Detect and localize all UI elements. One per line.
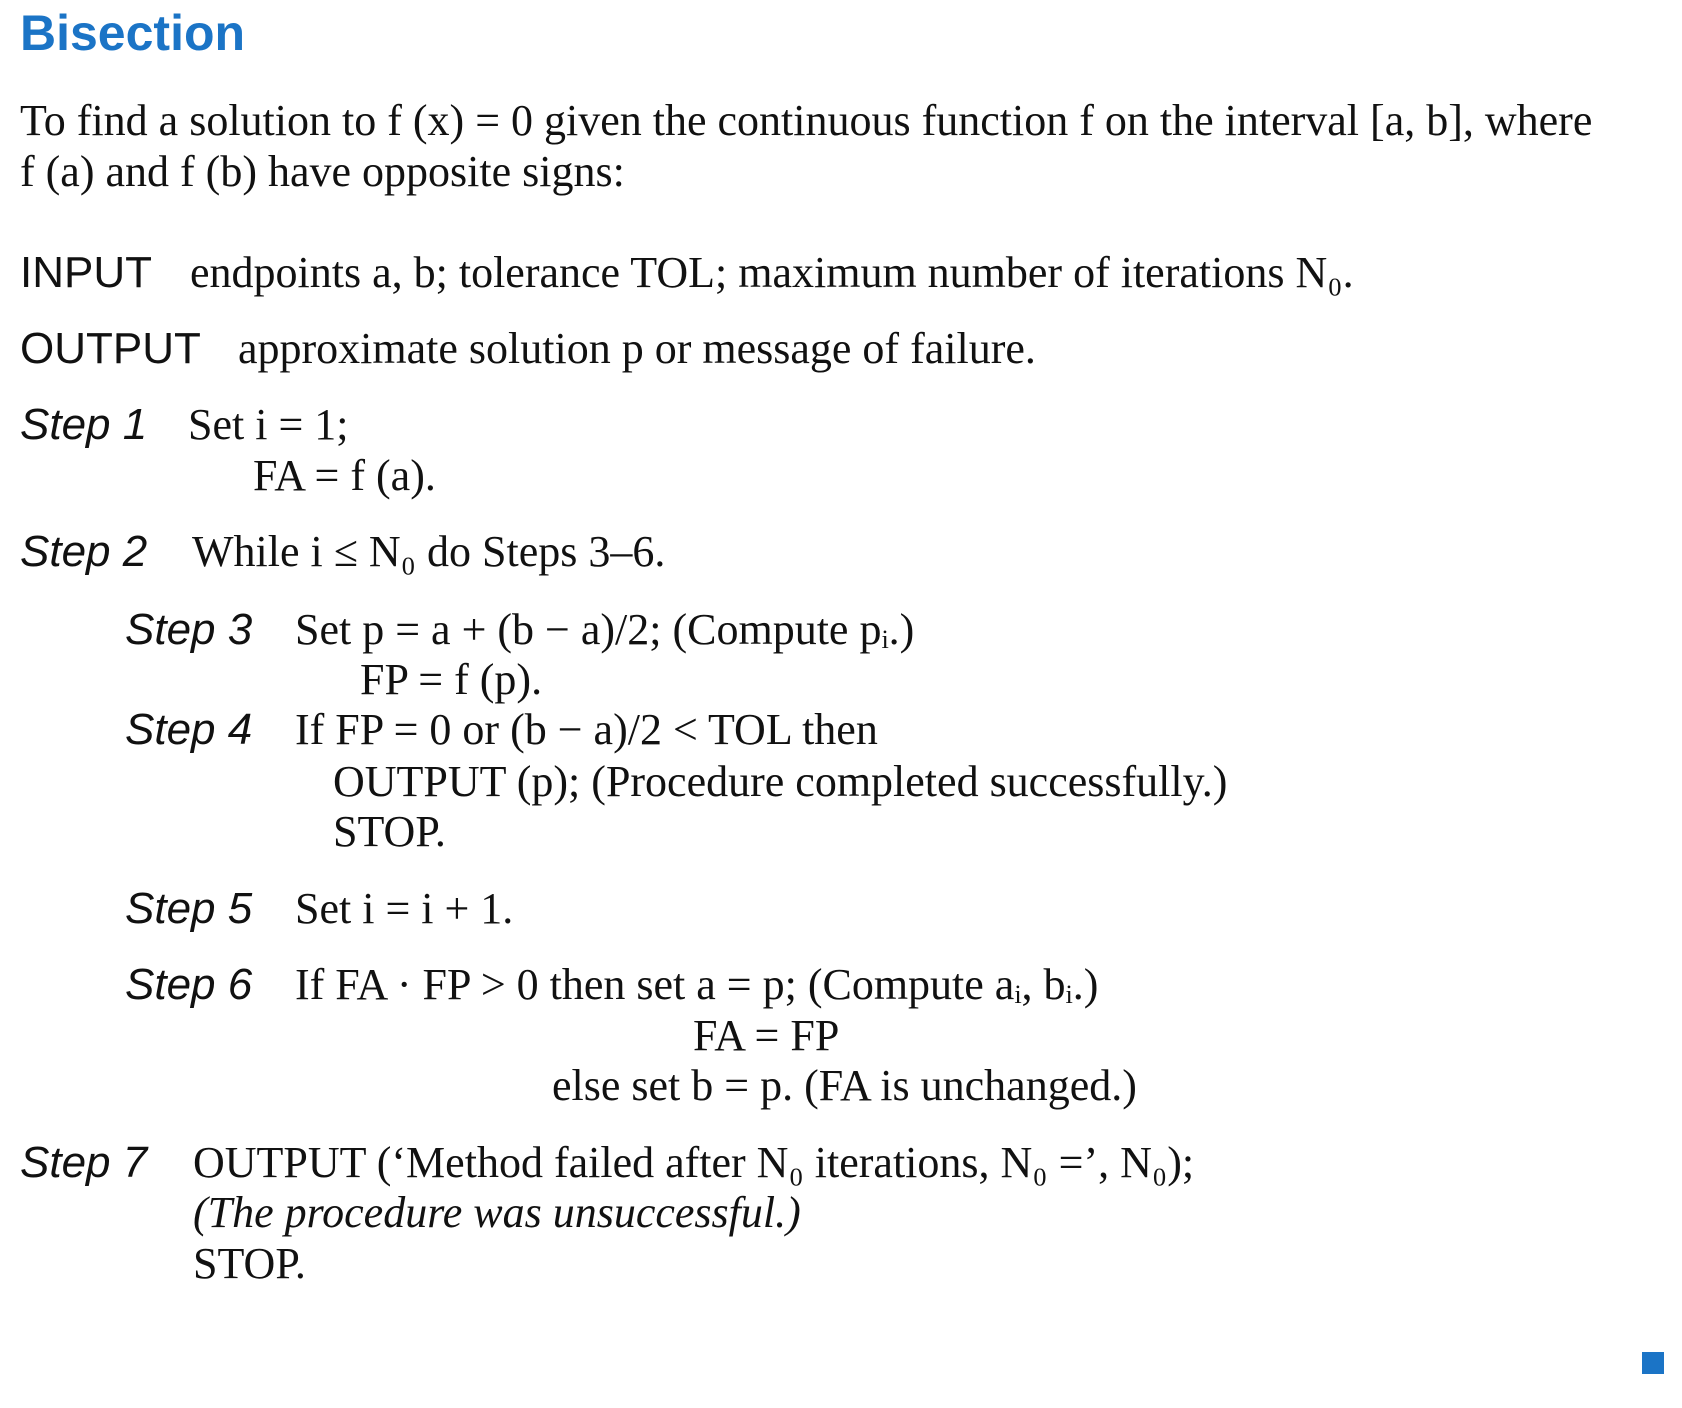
step-6-line-2: FA = FP [693, 1011, 840, 1060]
step-1-line-1: Set i = 1; [188, 400, 349, 449]
step-7-line-3: STOP. [193, 1239, 306, 1288]
algorithm-title: Bisection [20, 5, 246, 61]
step-5-line-1: Set i = i + 1. [295, 884, 514, 933]
step-4-line-3: STOP. [333, 807, 446, 856]
step-2-line-1: While i ≤ N₀ do Steps 3–6. [192, 527, 666, 576]
input-label: INPUT [20, 248, 152, 297]
step-4-line-2: OUTPUT (p); (Procedure completed successfully.) [333, 757, 1228, 806]
output-label: OUTPUT [20, 324, 201, 373]
step-7-label: Step 7 [20, 1138, 148, 1187]
step-1-label: Step 1 [20, 400, 148, 449]
step-2-label: Step 2 [20, 527, 148, 576]
step-6-label: Step 6 [125, 960, 253, 1009]
input-text: endpoints a, b; tolerance TOL; maximum number of iterations N₀. [190, 248, 1354, 297]
step-5-label: Step 5 [125, 884, 253, 933]
step-3-line-2: FP = f (p). [360, 655, 543, 704]
step-6-line-3: else set b = p. (FA is unchanged.) [552, 1061, 1137, 1110]
intro-line-1: To find a solution to f (x) = 0 given the continuous function f on the interval [a, b], where [20, 96, 1593, 145]
step-3-label: Step 3 [125, 605, 253, 654]
step-4-line-1: If FP = 0 or (b − a)/2 < TOL then [295, 705, 878, 754]
step-7-line-1: OUTPUT (‘Method failed after N₀ iterations, N₀ =’, N₀); [193, 1138, 1195, 1187]
step-1-line-2: FA = f (a). [253, 451, 436, 500]
step-7-line-2: (The procedure was unsuccessful.) [193, 1188, 801, 1237]
step-4-label: Step 4 [125, 705, 253, 754]
output-text: approximate solution p or message of failure. [238, 324, 1036, 373]
intro-line-2: f (a) and f (b) have opposite signs: [20, 147, 625, 196]
end-of-algorithm-square-icon [1642, 1352, 1664, 1374]
step-6-line-1: If FA · FP > 0 then set a = p; (Compute aᵢ, bᵢ.) [295, 960, 1099, 1009]
step-3-line-1: Set p = a + (b − a)/2; (Compute pᵢ.) [295, 605, 915, 654]
